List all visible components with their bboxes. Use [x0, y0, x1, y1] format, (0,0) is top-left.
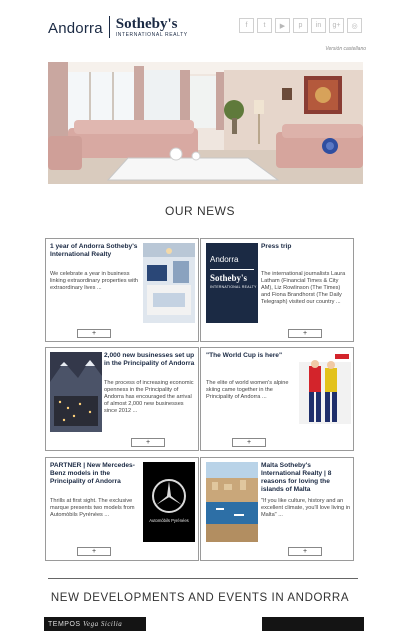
news-card-title[interactable]: 1 year of Andorra Sotheby's International Realty: [50, 243, 138, 258]
logo-separator: [109, 16, 110, 38]
news-card-image[interactable]: [206, 243, 258, 323]
news-card-title[interactable]: 2,000 new businesses set up in the Principality of Andorra: [104, 352, 195, 367]
logo-andorra-text: Andorra: [48, 20, 103, 37]
language-link[interactable]: Versión castellano: [325, 46, 366, 52]
image-logo-andorra: Andorra: [210, 255, 239, 264]
section-divider: [48, 578, 358, 579]
news-card-title[interactable]: PARTNER | New Mercedes-Benz models in the Principality of Andorra: [50, 462, 135, 485]
development-image-left[interactable]: [44, 617, 146, 631]
news-card-text: "If you like culture, history and an excellent climate, you'll love living in Malta" ...: [261, 498, 351, 518]
logo-sothebys-text: Sotheby's: [115, 16, 178, 32]
hero-image[interactable]: [48, 62, 363, 184]
development-image-text: TEMPOS: [48, 621, 81, 628]
news-card-image[interactable]: [299, 352, 351, 432]
read-more-button[interactable]: +: [77, 547, 111, 556]
news-card-title[interactable]: Malta Sotheby's International Realty | 8 reasons for loving the islands of Malta: [261, 462, 332, 493]
read-more-button[interactable]: +: [77, 329, 111, 338]
image-caption: Automòbils Pyrénées: [149, 518, 189, 523]
news-card-6: [200, 457, 354, 561]
instagram-icon[interactable]: ◎: [347, 18, 362, 33]
news-card-text: The elite of world women's alpine skiing came together in the Principality of Andorra ...: [206, 380, 289, 400]
development-image-right[interactable]: [262, 617, 364, 631]
news-card-image[interactable]: [206, 462, 258, 542]
pinterest-icon[interactable]: p: [293, 18, 308, 33]
read-more-button[interactable]: +: [232, 438, 266, 447]
developments-title: NEW DEVELOPMENTS AND EVENTS IN ANDORRA: [50, 592, 350, 604]
youtube-icon[interactable]: ▶: [275, 18, 290, 33]
development-image-script: Vega Sicilia: [83, 620, 123, 628]
image-logo-sub: INTERNATIONAL REALTY: [210, 285, 257, 289]
facebook-icon[interactable]: f: [239, 18, 254, 33]
news-card-title[interactable]: Press trip: [261, 243, 292, 250]
our-news-title: OUR NEWS: [165, 204, 235, 218]
news-card-text: We celebrate a year in business linking extraordinary properties with extraordinary lives ...: [50, 271, 138, 291]
read-more-button[interactable]: +: [288, 547, 322, 556]
news-card-image[interactable]: [50, 352, 102, 432]
news-card-4: [200, 347, 354, 451]
twitter-icon[interactable]: t: [257, 18, 272, 33]
news-card-image[interactable]: [143, 243, 195, 323]
image-logo-sothebys: Sotheby's: [210, 273, 248, 283]
news-card-1: [45, 238, 199, 342]
news-card-3: [45, 347, 199, 451]
read-more-button[interactable]: +: [131, 438, 165, 447]
news-card-image[interactable]: [143, 462, 195, 542]
news-card-text: Thrills at first sight. The exclusive marque presents two models from Automòbils Pyrénées ...: [50, 498, 135, 518]
news-card-text: The international journalists Laura Latham (Financial Times & City AM), Liz Rowlinson (The Times) and Fiona Brandhorst (The Daily Telegraph) visited our country ...: [261, 271, 346, 305]
linkedin-icon[interactable]: in: [311, 18, 326, 33]
mercedes-logo-icon: [143, 462, 195, 542]
logo-subtitle: INTERNATIONAL REALTY: [115, 32, 188, 38]
news-card-text: The process of increasing economic openness in the Principality of Andorra has encouraged the arrival of almost 2,000 new businesses since 2012 ...: [104, 380, 194, 414]
news-card-title[interactable]: "The World Cup is here": [206, 352, 283, 359]
news-card-5: [45, 457, 199, 561]
news-card-2: [200, 238, 354, 342]
social-links: [239, 18, 362, 33]
header: [0, 0, 400, 60]
read-more-button[interactable]: +: [288, 329, 322, 338]
brand-logo[interactable]: [48, 16, 188, 40]
googleplus-icon[interactable]: g+: [329, 18, 344, 33]
living-room-photo: [48, 62, 363, 184]
